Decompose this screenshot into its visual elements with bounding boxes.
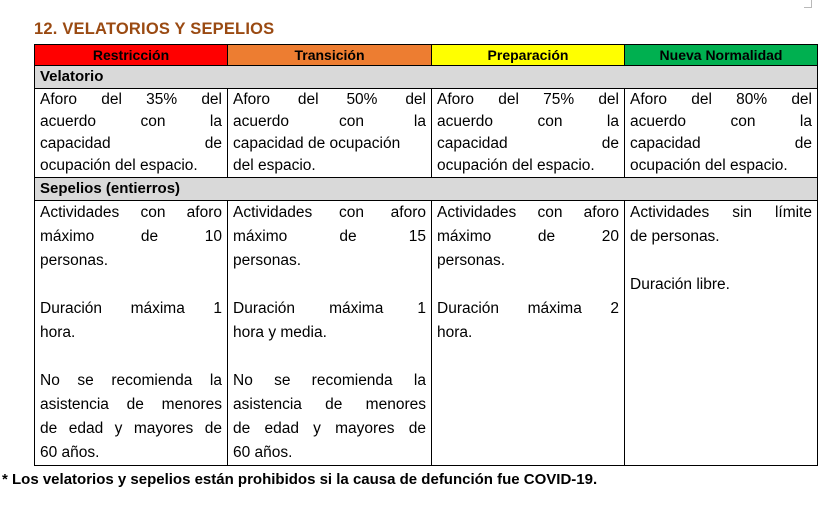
cell-text-line: asistencia de menores bbox=[233, 396, 426, 413]
cell-sepelios-nueva-normalidad bbox=[625, 201, 818, 466]
cell-text-line: Actividades sin límite bbox=[630, 204, 812, 221]
phases-table bbox=[34, 44, 818, 466]
cell-velatorio-transicion bbox=[228, 89, 432, 178]
cell-text-line: hora. bbox=[40, 324, 76, 341]
col-header-restriccion: Restricción bbox=[35, 45, 228, 66]
cell-text-line: Actividades con aforo bbox=[40, 204, 222, 221]
cell-text-line: hora. bbox=[437, 324, 473, 341]
cell-sepelios-preparacion bbox=[432, 201, 625, 466]
cell-text-line: 60 años. bbox=[40, 444, 100, 461]
cell-text-line: Aforo del 80% del bbox=[630, 91, 812, 108]
cell-text-line: Actividades con aforo bbox=[233, 204, 426, 221]
cell-text-line: de edad y mayores de bbox=[40, 420, 222, 437]
cell-text-line: máximo de 20 bbox=[437, 228, 619, 245]
cell-text-line: de edad y mayores de bbox=[233, 420, 426, 437]
cell-text-line: Duración libre. bbox=[630, 276, 730, 293]
cell-text-line: No se recomienda la bbox=[40, 372, 222, 389]
cell-text-line: ocupación del espacio. bbox=[630, 157, 788, 174]
cell-text-line: 60 años. bbox=[233, 444, 293, 461]
cell-text-line: capacidad de bbox=[630, 135, 812, 152]
cell-text-line: personas. bbox=[437, 252, 506, 269]
cell-text-line: Aforo del 75% del bbox=[437, 91, 619, 108]
cell-sepelios-transicion bbox=[228, 201, 432, 466]
cell-velatorio-nueva-normalidad bbox=[625, 89, 818, 178]
col-header-preparacion: Preparación bbox=[432, 45, 625, 66]
cell-text-line: No se recomienda la bbox=[233, 372, 426, 389]
col-header-nueva-normalidad: Nueva Normalidad bbox=[625, 45, 818, 66]
cell-text-line: acuerdo con la bbox=[630, 113, 812, 130]
cell-text-line: personas. bbox=[233, 252, 302, 269]
cell-text-line: acuerdo con la bbox=[437, 113, 619, 130]
section-heading-sepelios: Sepelios (entierros) bbox=[35, 178, 818, 201]
cell-text-line bbox=[233, 273, 426, 297]
cell-velatorio-preparacion bbox=[432, 89, 625, 178]
section-title: 12. VELATORIOS Y SEPELIOS bbox=[34, 20, 275, 38]
cell-text-line: capacidad de bbox=[40, 135, 222, 152]
cell-text-line: máximo de 15 bbox=[233, 228, 426, 245]
col-header-transicion: Transición bbox=[228, 45, 432, 66]
cell-text-line: acuerdo con la bbox=[40, 113, 222, 130]
cell-text-line: Duración máxima 1 bbox=[233, 300, 426, 317]
cell-velatorio-restriccion bbox=[35, 89, 228, 178]
cell-text-line: Duración máxima 1 bbox=[40, 300, 222, 317]
cell-text-line: Actividades con aforo bbox=[437, 204, 619, 221]
cell-text-line: ocupación del espacio. bbox=[40, 157, 198, 174]
section-row-velatorio bbox=[35, 66, 818, 89]
cell-text-line bbox=[40, 273, 222, 297]
cell-text-line bbox=[630, 249, 812, 273]
section-row-sepelios bbox=[35, 178, 818, 201]
cell-text-line: acuerdo con la bbox=[233, 113, 426, 130]
table-row-sepelios bbox=[35, 201, 818, 466]
cell-text-line: ocupación del espacio. bbox=[437, 157, 595, 174]
cell-text-line: del espacio. bbox=[233, 157, 316, 174]
cell-text-line bbox=[40, 345, 222, 369]
cell-text-line: capacidad de ocupación bbox=[233, 135, 401, 152]
header-row bbox=[35, 45, 818, 66]
cell-text-line: asistencia de menores bbox=[40, 396, 222, 413]
cell-text-line: personas. bbox=[40, 252, 109, 269]
section-heading-velatorio: Velatorio bbox=[35, 66, 818, 89]
table-row-velatorio bbox=[35, 89, 818, 178]
cell-text-line: Duración máxima 2 bbox=[437, 300, 619, 317]
footnote: * Los velatorios y sepelios están prohibidos si la causa de defunción fue COVID-19. bbox=[2, 471, 598, 488]
cell-text-line: Aforo del 35% del bbox=[40, 91, 222, 108]
cell-text-line bbox=[233, 345, 426, 369]
page-corner-mark-h bbox=[804, 7, 812, 8]
cell-text-line: Aforo del 50% del bbox=[233, 91, 426, 108]
cell-sepelios-restriccion bbox=[35, 201, 228, 466]
cell-text-line: capacidad de bbox=[437, 135, 619, 152]
cell-text-line bbox=[437, 273, 619, 297]
cell-text-line: de personas. bbox=[630, 228, 720, 245]
cell-text-line: hora y media. bbox=[233, 324, 327, 341]
cell-text-line: máximo de 10 bbox=[40, 228, 222, 245]
